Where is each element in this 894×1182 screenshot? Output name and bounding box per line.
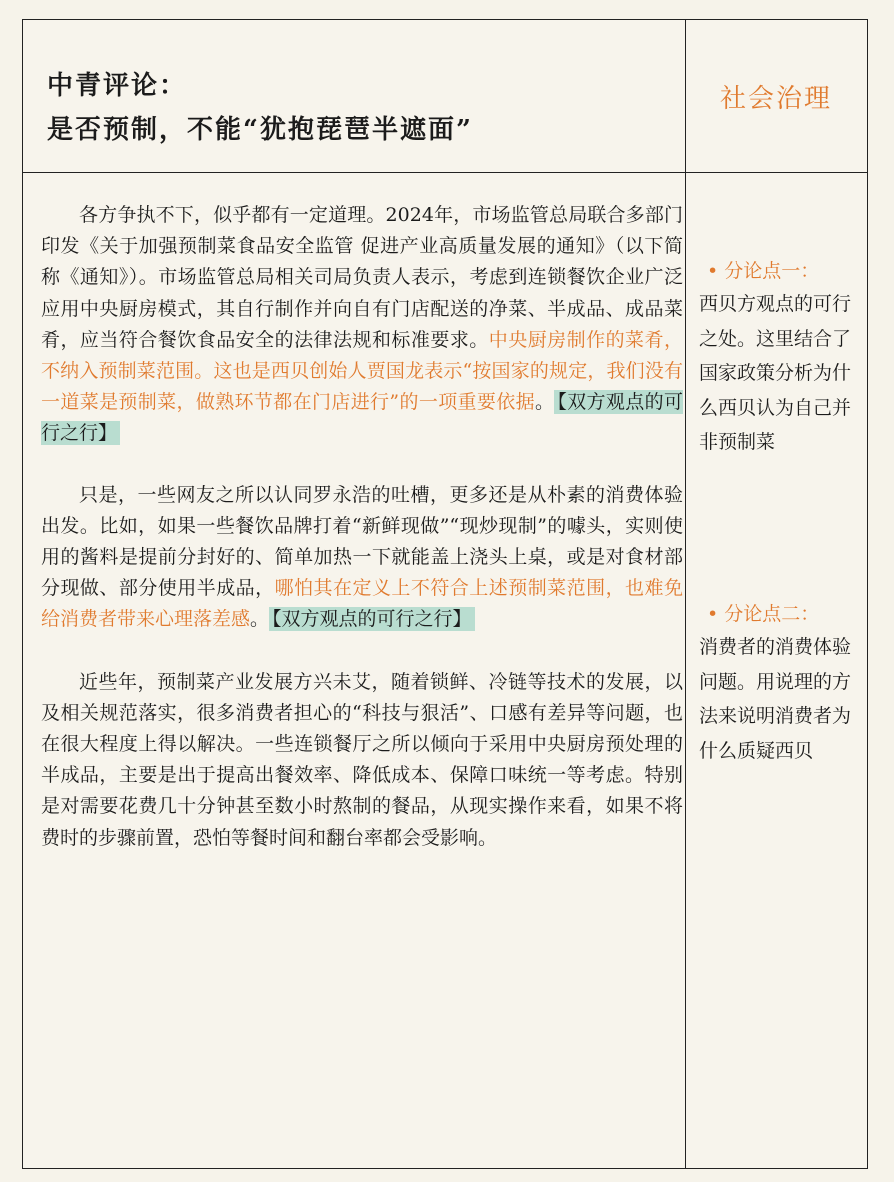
paragraph-1-text: 各方争执不下，似乎都有一定道理。2024年，市场监管总局联合多部门印发《关于加强预制菜食品安全监管 促进产业高质量发展的通知》（以下简称《通知》）。市场监管总局相关司局负责人表示，考虑到连锁餐饮企业广泛应用中央厨房模式，其自行制作并向自有门店配送的净菜、半成品、成品菜肴，应当符合餐饮食品安全的法律法规和标准要求。 [41, 204, 683, 351]
paragraph-2-highlight: 哪怕其在定义上不符合上述预制菜范围，也难免给消费者带来心理落差感 [41, 577, 683, 631]
article-body [41, 200, 683, 854]
annotation-badge: 【双方观点的可行之行】 [269, 607, 475, 631]
paragraph-2-text: 只是，一些网友之所以认同罗永浩的吐槽，更多还是从朴素的消费体验出发。比如，如果一些餐饮品牌打着“新鲜现做”“现炒现制”的噱头，实则使用的酱料是提前分封好的、简单加热一下就能盖上浇头上桌，或是对食材部分现做、部分使用半成品， [41, 483, 683, 600]
header-divider [23, 172, 867, 173]
page-title [47, 64, 473, 152]
sidebar-point-1 [699, 255, 869, 460]
title-line-1: 中青评论： [47, 71, 188, 101]
paragraph-3: 近些年，预制菜产业发展方兴未艾，随着锁鲜、冷链等技术的发展，以及相关规范落实，很多消费者担心的“科技与狠活”、口感有差异等问题，也在很大程度上得以解决。一些连锁餐厅之所以倾向于采用中央厨房预处理的半成品，主要是出于提高出餐效率、降低成本、保障口味统一等考虑。特别是对需要花费几十分钟甚至数小时熬制的餐品，从现实操作来看，如果不将费时的步骤前置，恐怕等餐时间和翻台率都会受影响。 [41, 670, 683, 849]
point-1-title: • 分论点一： [707, 260, 820, 282]
title-line-2: 是否预制，不能“犹抱琵琶半遮面” [47, 115, 473, 145]
point-2-text: 消费者的消费体验问题。用说理的方法来说明消费者为什么质疑西贝 [699, 636, 852, 762]
paragraph-1-end: 。 [534, 391, 555, 414]
column-divider [685, 20, 686, 1168]
category-label: 社会治理 [719, 84, 832, 114]
paragraph-1 [41, 200, 683, 450]
point-2-title: • 分论点二： [707, 603, 820, 625]
article-sheet [22, 19, 868, 1169]
paragraph-1-highlight: 中央厨房制作的菜肴，不纳入预制菜范围。这也是西贝创始人贾国龙表示“按国家的规定，我们没有一道菜是预制菜，做熟环节都在门店进行”的一项重要依据 [41, 328, 683, 414]
point-1-text: 西贝方观点的可行之处。这里结合了国家政策分析为什么西贝认为自己并非预制菜 [699, 293, 852, 453]
sidebar-point-2 [699, 598, 869, 768]
paragraph-2-end: 。 [250, 608, 270, 631]
annotation-badge: 【双方观点的可行之行】 [41, 391, 683, 445]
paragraph-2 [41, 480, 683, 636]
